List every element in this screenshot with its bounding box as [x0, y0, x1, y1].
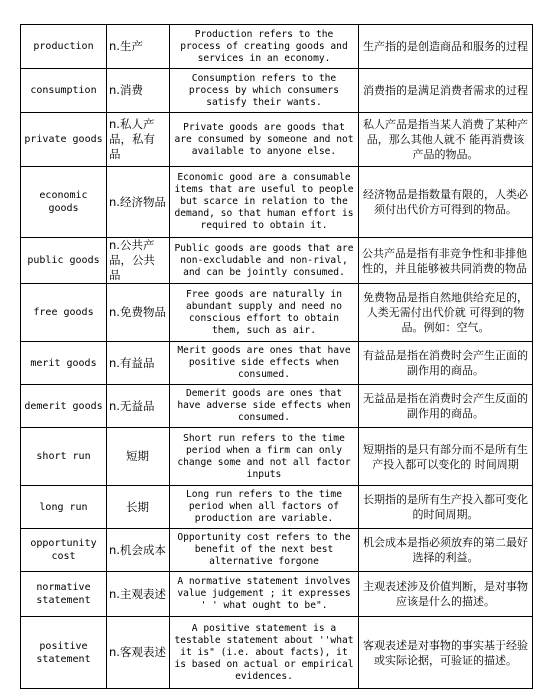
english-definition-cell: Long run refers to the time period when all factors of production are variable. [170, 486, 359, 529]
glossary-table [20, 24, 533, 689]
part-of-speech-cell: 短期 [107, 428, 170, 486]
part-of-speech-cell: n.机会成本 [107, 529, 170, 572]
english-definition-cell: A normative statement involves value judgement ; it expresses ' ' what ought to be". [170, 572, 359, 617]
table-row [21, 284, 533, 342]
term-cell: merit goods [21, 342, 107, 385]
table-row [21, 572, 533, 617]
chinese-definition-cell: 机会成本是指必须放弃的第二最好选择的利益。 [359, 529, 533, 572]
term-cell: positive statement [21, 617, 107, 689]
english-definition-cell: Public goods are goods that are non-excludable and non-rival, and can be jointly consumed. [170, 238, 359, 284]
table-row [21, 617, 533, 689]
chinese-definition-cell: 有益品是指在消费时会产生正面的副作用的商品。 [359, 342, 533, 385]
english-definition-cell: Consumption refers to the process by which consumers satisfy their wants. [170, 69, 359, 113]
term-cell: public goods [21, 238, 107, 284]
term-cell: opportunity cost [21, 529, 107, 572]
part-of-speech-cell: n.客观表述 [107, 617, 170, 689]
english-definition-cell: Opportunity cost refers to the benefit of the next best alternative forgone [170, 529, 359, 572]
part-of-speech-cell: n.有益品 [107, 342, 170, 385]
table-row [21, 238, 533, 284]
table-row [21, 428, 533, 486]
term-cell: production [21, 25, 107, 69]
part-of-speech-cell: n.消费 [107, 69, 170, 113]
chinese-definition-cell: 免费物品是指自然地供给充足的，人类无需付出代价就 可得到的物品。例如：空气。 [359, 284, 533, 342]
term-cell: short run [21, 428, 107, 486]
part-of-speech-cell: n.经济物品 [107, 167, 170, 238]
english-definition-cell: Production refers to the process of creating goods and services in an economy. [170, 25, 359, 69]
english-definition-cell: Short run refers to the time period when a firm can only change some and not all factor inputs [170, 428, 359, 486]
english-definition-cell: A positive statement is a testable statement about ''what it is" (i.e. about facts), it is based on actual or empirical evidences. [170, 617, 359, 689]
part-of-speech-cell: n.无益品 [107, 385, 170, 428]
table-row [21, 385, 533, 428]
table-row [21, 69, 533, 113]
term-cell: free goods [21, 284, 107, 342]
chinese-definition-cell: 生产指的是创造商品和服务的过程 [359, 25, 533, 69]
english-definition-cell: Economic good are a consumable items that are useful to people but scarce in relation to the demand, so that human effort is required to obtain it. [170, 167, 359, 238]
table-row [21, 167, 533, 238]
part-of-speech-cell: n.主观表述 [107, 572, 170, 617]
term-cell: economic goods [21, 167, 107, 238]
term-cell: consumption [21, 69, 107, 113]
table-row [21, 342, 533, 385]
term-cell: long run [21, 486, 107, 529]
table-row [21, 486, 533, 529]
chinese-definition-cell: 消费指的是满足消费者需求的过程 [359, 69, 533, 113]
part-of-speech-cell: n.公共产品，公共品 [107, 238, 170, 284]
english-definition-cell: Demerit goods are ones that have adverse side effects when consumed. [170, 385, 359, 428]
part-of-speech-cell: n.生产 [107, 25, 170, 69]
chinese-definition-cell: 长期指的是所有生产投入都可变化的时间周期。 [359, 486, 533, 529]
part-of-speech-cell: 长期 [107, 486, 170, 529]
part-of-speech-cell: n.私人产品，私有品 [107, 113, 170, 167]
table-row [21, 113, 533, 167]
english-definition-cell: Free goods are naturally in abundant supply and need no conscious effort to obtain them, such as air. [170, 284, 359, 342]
term-cell: private goods [21, 113, 107, 167]
part-of-speech-cell: n.免费物品 [107, 284, 170, 342]
chinese-definition-cell: 公共产品是指有非竞争性和非排他性的，并且能够被共同消费的物品 [359, 238, 533, 284]
english-definition-cell: Merit goods are ones that have positive side effects when consumed. [170, 342, 359, 385]
chinese-definition-cell: 私人产品是指当某人消费了某种产品，那么其他人就不 能再消费该产品的物品。 [359, 113, 533, 167]
term-cell: demerit goods [21, 385, 107, 428]
term-cell: normative statement [21, 572, 107, 617]
chinese-definition-cell: 经济物品是指数量有限的，人类必须付出代价方可得到的物品。 [359, 167, 533, 238]
chinese-definition-cell: 客观表述是对事物的事实基于经验或实际论据，可验证的描述。 [359, 617, 533, 689]
chinese-definition-cell: 短期指的是只有部分而不是所有生产投入都可以变化的 时间周期 [359, 428, 533, 486]
chinese-definition-cell: 无益品是指在消费时会产生反面的副作用的商品。 [359, 385, 533, 428]
english-definition-cell: Private goods are goods that are consumed by someone and not available to anyone else. [170, 113, 359, 167]
table-row [21, 25, 533, 69]
chinese-definition-cell: 主观表述涉及价值判断，是对事物应该是什么的描述。 [359, 572, 533, 617]
table-row [21, 529, 533, 572]
